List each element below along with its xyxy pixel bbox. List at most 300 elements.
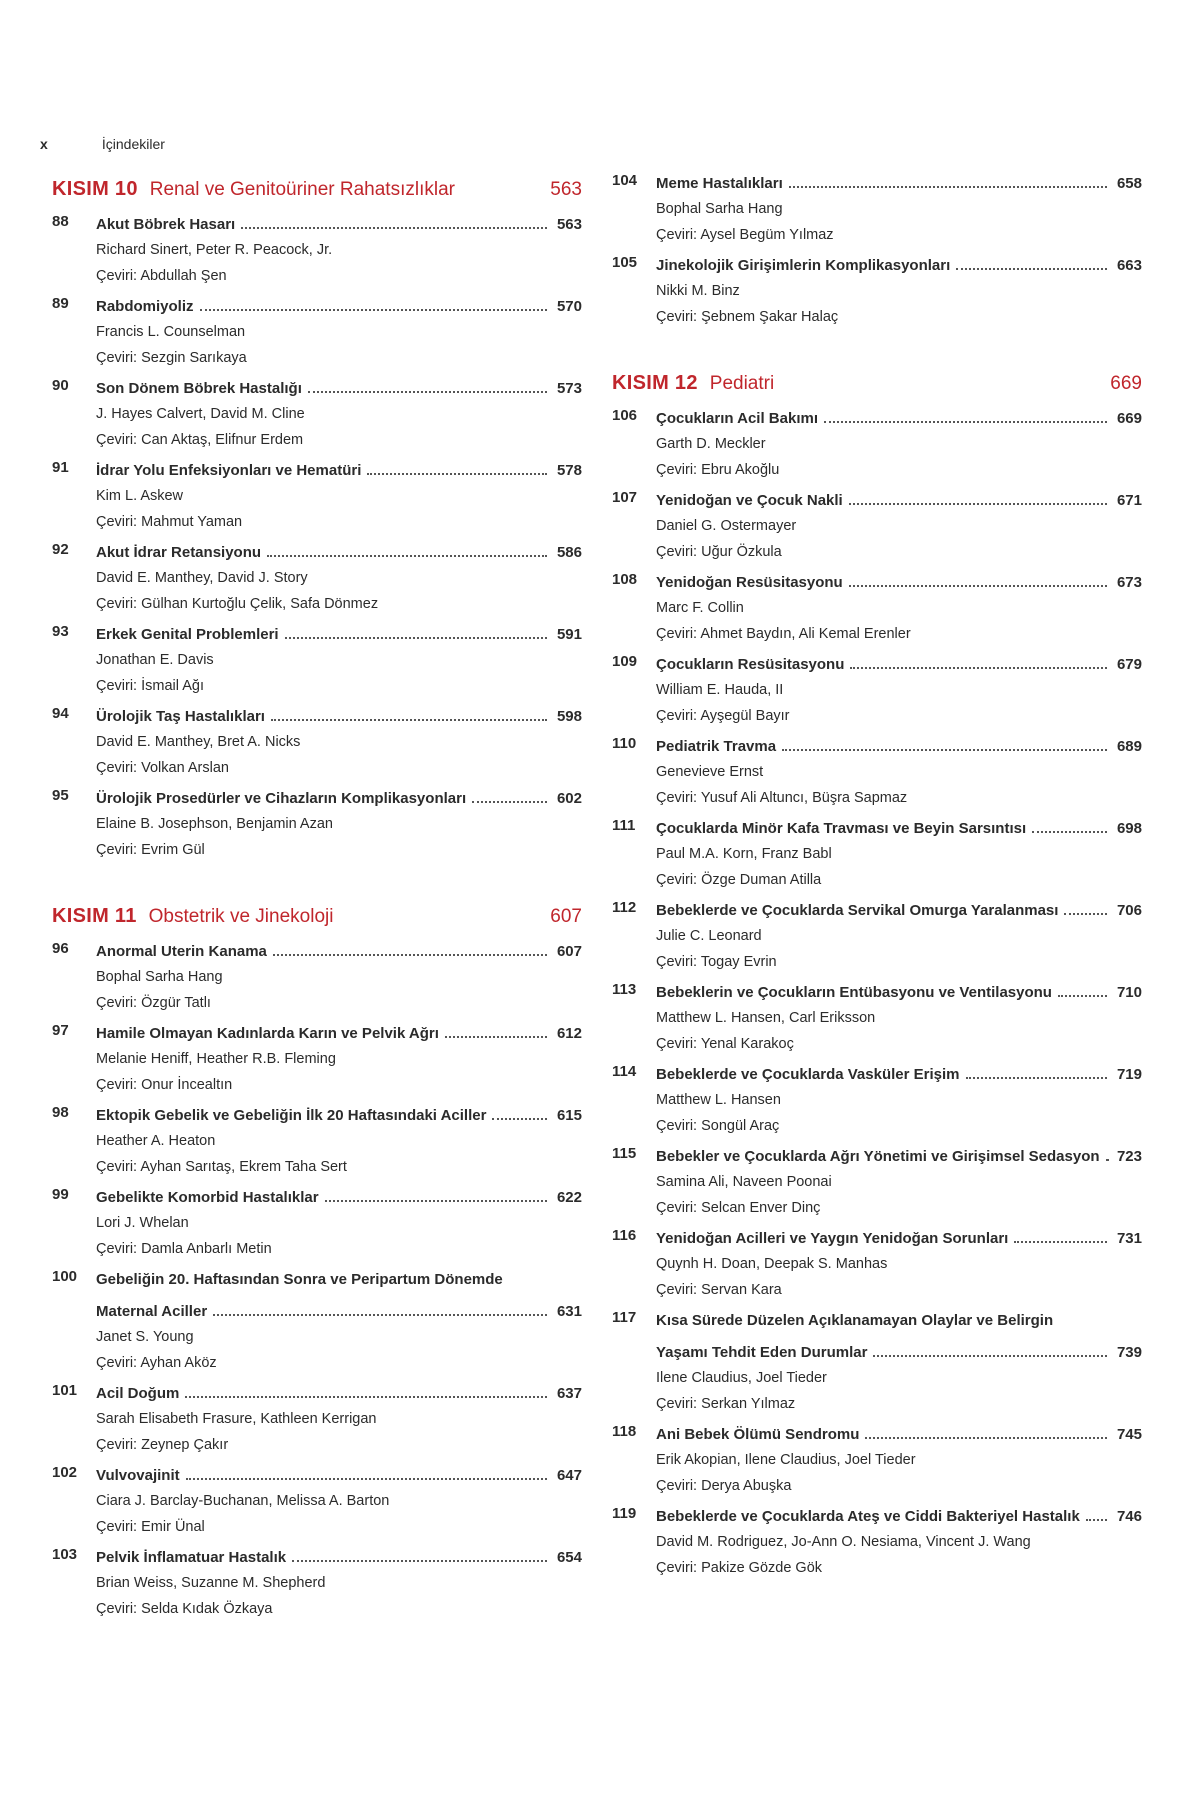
chapter-translator: Çeviri: Volkan Arslan bbox=[96, 760, 229, 776]
chapter-number: 97 bbox=[52, 1022, 69, 1039]
entry-body bbox=[656, 172, 1142, 248]
chapter-title[interactable]: Yenidoğan Acilleri ve Yaygın Yenidoğan Sorunları bbox=[656, 1230, 1009, 1247]
chapter-title-row bbox=[96, 1022, 582, 1046]
chapter-translator: Çeviri: Abdullah Şen bbox=[96, 268, 227, 284]
dot-leader bbox=[472, 801, 547, 803]
chapter-translator: Çeviri: Songül Araç bbox=[656, 1118, 780, 1134]
chapter-title-row bbox=[656, 653, 1142, 677]
chapter-title-row bbox=[656, 254, 1142, 278]
chapter-title[interactable]: İdrar Yolu Enfeksiyonları ve Hematüri bbox=[96, 462, 362, 479]
chapter-title-row bbox=[96, 1546, 582, 1570]
chapter-title[interactable]: Acil Doğum bbox=[96, 1385, 180, 1402]
entry-body bbox=[656, 571, 1142, 647]
dot-leader bbox=[966, 1077, 1107, 1079]
dot-leader bbox=[267, 555, 547, 557]
toc-entry[interactable] bbox=[612, 981, 1142, 1057]
chapter-title-row bbox=[96, 213, 582, 237]
chapter-title-row bbox=[656, 1063, 1142, 1087]
chapter-number: 107 bbox=[612, 489, 638, 506]
chapter-authors: Quynh H. Doan, Deepak S. Manhas bbox=[656, 1256, 888, 1272]
dot-leader bbox=[185, 1396, 547, 1398]
dot-leader bbox=[186, 1478, 547, 1480]
entry-body bbox=[96, 295, 582, 371]
chapter-number: 88 bbox=[52, 213, 69, 230]
chapter-title-row bbox=[656, 1423, 1142, 1447]
chapter-number: 96 bbox=[52, 940, 69, 957]
chapter-authors: J. Hayes Calvert, David M. Cline bbox=[96, 406, 305, 422]
chapter-page: 706 bbox=[1116, 902, 1142, 919]
toc-entry[interactable] bbox=[52, 623, 582, 699]
chapter-number: 89 bbox=[52, 295, 69, 312]
chapter-translator: Çeviri: Aysel Begüm Yılmaz bbox=[656, 227, 834, 243]
chapter-number: 106 bbox=[612, 407, 638, 424]
chapter-page: 591 bbox=[556, 626, 582, 643]
entry-body bbox=[656, 899, 1142, 975]
dot-leader bbox=[273, 954, 547, 956]
chapter-title-row bbox=[656, 1341, 1142, 1365]
dot-leader bbox=[292, 1560, 547, 1562]
chapter-translator: Çeviri: Sezgin Sarıkaya bbox=[96, 350, 247, 366]
chapter-title[interactable]: Ani Bebek Ölümü Sendromu bbox=[656, 1426, 860, 1443]
chapter-title-row bbox=[96, 1186, 582, 1210]
entry-body bbox=[656, 254, 1142, 330]
section-heading[interactable] bbox=[52, 178, 582, 201]
chapter-authors: Ciara J. Barclay-Buchanan, Melissa A. Barton bbox=[96, 1493, 390, 1509]
chapter-title[interactable]: Hamile Olmayan Kadınlarda Karın ve Pelvik Ağrı bbox=[96, 1025, 439, 1042]
section-title: Obstetrik ve Jinekoloji bbox=[148, 906, 334, 927]
entry-body bbox=[96, 213, 582, 289]
toc-entry[interactable] bbox=[612, 407, 1142, 483]
chapter-page: 573 bbox=[556, 380, 582, 397]
chapter-number: 104 bbox=[612, 172, 638, 189]
section-title: Pediatri bbox=[709, 373, 775, 394]
chapter-number: 113 bbox=[612, 981, 637, 998]
chapter-number: 115 bbox=[612, 1145, 637, 1162]
chapter-page: 663 bbox=[1116, 257, 1142, 274]
chapter-number: 119 bbox=[612, 1505, 637, 1522]
chapter-translator: Çeviri: Ayşegül Bayır bbox=[656, 708, 790, 724]
chapter-page: 570 bbox=[556, 298, 582, 315]
chapter-page: 622 bbox=[556, 1189, 582, 1206]
dot-leader bbox=[1106, 1159, 1107, 1161]
dot-leader bbox=[492, 1118, 547, 1120]
chapter-title[interactable]: Pediatrik Travma bbox=[656, 738, 777, 755]
chapter-number: 108 bbox=[612, 571, 638, 588]
chapter-title[interactable]: Maternal Aciller bbox=[96, 1303, 208, 1320]
chapter-title-row bbox=[656, 1227, 1142, 1251]
chapter-translator: Çeviri: Ayhan Aköz bbox=[96, 1355, 217, 1371]
chapter-page: 719 bbox=[1116, 1066, 1142, 1083]
entry-body bbox=[96, 377, 582, 453]
chapter-title[interactable]: Bebekler ve Çocuklarda Ağrı Yönetimi ve Girişimsel Sedasyon bbox=[656, 1148, 1100, 1165]
chapter-translator: Çeviri: Selda Kıdak Özkaya bbox=[96, 1601, 273, 1617]
dot-leader bbox=[285, 637, 547, 639]
entry-body bbox=[96, 1104, 582, 1180]
dot-leader bbox=[1032, 831, 1107, 833]
chapter-page: 745 bbox=[1116, 1426, 1142, 1443]
chapter-title-row bbox=[656, 172, 1142, 196]
chapter-authors: Heather A. Heaton bbox=[96, 1133, 216, 1149]
chapter-translator: Çeviri: Yenal Karakoç bbox=[656, 1036, 794, 1052]
chapter-translator: Çeviri: Derya Abuşka bbox=[656, 1478, 792, 1494]
chapter-title[interactable]: Pelvik İnflamatuar Hastalık bbox=[96, 1549, 287, 1566]
chapter-title-row bbox=[96, 623, 582, 647]
dot-leader bbox=[213, 1314, 547, 1316]
toc-entry[interactable] bbox=[52, 1382, 582, 1458]
chapter-title-row bbox=[96, 1382, 582, 1406]
chapter-number: 116 bbox=[612, 1227, 637, 1244]
section-page: 607 bbox=[550, 906, 582, 927]
chapter-title-row bbox=[96, 1104, 582, 1128]
chapter-title[interactable]: Son Dönem Böbrek Hastalığı bbox=[96, 380, 302, 397]
chapter-translator: Çeviri: Ayhan Sarıtaş, Ekrem Taha Sert bbox=[96, 1159, 347, 1175]
chapter-title[interactable]: Yenidoğan ve Çocuk Nakli bbox=[656, 492, 843, 509]
chapter-page: 598 bbox=[556, 708, 582, 725]
chapter-title-row bbox=[96, 541, 582, 565]
section-heading[interactable] bbox=[612, 372, 1142, 395]
toc-entry[interactable] bbox=[52, 1464, 582, 1540]
chapter-number: 102 bbox=[52, 1464, 78, 1481]
chapter-translator: Çeviri: Özge Duman Atilla bbox=[656, 872, 822, 888]
entry-body bbox=[656, 1145, 1142, 1221]
chapter-authors: Ilene Claudius, Joel Tieder bbox=[656, 1370, 827, 1386]
chapter-translator: Çeviri: Evrim Gül bbox=[96, 842, 205, 858]
chapter-authors: Sarah Elisabeth Frasure, Kathleen Kerrigan bbox=[96, 1411, 377, 1427]
chapter-page: 689 bbox=[1116, 738, 1142, 755]
chapter-page: 602 bbox=[556, 790, 582, 807]
toc-entry[interactable] bbox=[52, 377, 582, 453]
chapter-page: 631 bbox=[556, 1303, 582, 1320]
chapter-page: 612 bbox=[556, 1025, 582, 1042]
chapter-authors: Marc F. Collin bbox=[656, 600, 744, 616]
dot-leader bbox=[789, 186, 1107, 188]
running-title: İçindekiler bbox=[101, 136, 165, 152]
chapter-authors: Kim L. Askew bbox=[96, 488, 184, 504]
chapter-authors: William E. Hauda, II bbox=[656, 682, 784, 698]
chapter-translator: Çeviri: Onur İncealtın bbox=[96, 1077, 233, 1093]
chapter-title-row bbox=[656, 817, 1142, 841]
chapter-page: 739 bbox=[1116, 1344, 1142, 1361]
section-label: KISIM 11 bbox=[52, 905, 137, 927]
chapter-title-row bbox=[656, 407, 1142, 431]
toc-entry[interactable] bbox=[612, 1309, 1142, 1417]
entry-body bbox=[96, 1268, 582, 1376]
chapter-title-row bbox=[656, 489, 1142, 513]
toc-entry[interactable] bbox=[612, 1063, 1142, 1139]
toc-entry[interactable] bbox=[612, 817, 1142, 893]
chapter-number: 100 bbox=[52, 1268, 78, 1285]
dot-leader bbox=[1014, 1241, 1107, 1243]
chapter-page: 671 bbox=[1116, 492, 1142, 509]
chapter-authors: Garth D. Meckler bbox=[656, 436, 766, 452]
chapter-title[interactable]: Çocukların Resüsitasyonu bbox=[656, 656, 845, 673]
chapter-authors: Bophal Sarha Hang bbox=[656, 201, 783, 217]
section-spacer bbox=[612, 336, 1142, 366]
toc-entry[interactable] bbox=[52, 1546, 582, 1622]
dot-leader bbox=[1064, 913, 1107, 915]
chapter-title-row bbox=[96, 295, 582, 319]
chapter-page: 654 bbox=[556, 1549, 582, 1566]
chapter-page: 673 bbox=[1116, 574, 1142, 591]
chapter-authors: Matthew L. Hansen bbox=[656, 1092, 781, 1108]
chapter-title-row bbox=[656, 1505, 1142, 1529]
chapter-authors: David E. Manthey, Bret A. Nicks bbox=[96, 734, 301, 750]
chapter-number: 111 bbox=[612, 817, 636, 834]
entry-body bbox=[96, 1546, 582, 1622]
dot-leader bbox=[308, 391, 547, 393]
chapter-page: 586 bbox=[556, 544, 582, 561]
chapter-number: 105 bbox=[612, 254, 638, 271]
section-heading[interactable] bbox=[52, 905, 582, 928]
dot-leader bbox=[850, 667, 1107, 669]
chapter-title[interactable]: Bebeklerde ve Çocuklarda Servikal Omurga Yaralanması bbox=[656, 902, 1059, 919]
chapter-page: 669 bbox=[1116, 410, 1142, 427]
dot-leader bbox=[865, 1437, 1107, 1439]
entry-body bbox=[656, 653, 1142, 729]
chapter-title[interactable]: Ektopik Gebelik ve Gebeliğin İlk 20 Haftasındaki Aciller bbox=[96, 1107, 487, 1124]
entry-body bbox=[656, 489, 1142, 565]
chapter-authors: Brian Weiss, Suzanne M. Shepherd bbox=[96, 1575, 326, 1591]
chapter-authors: Julie C. Leonard bbox=[656, 928, 762, 944]
chapter-translator: Çeviri: İsmail Ağı bbox=[96, 678, 204, 694]
chapter-page: 563 bbox=[556, 216, 582, 233]
entry-body bbox=[656, 1423, 1142, 1499]
dot-leader bbox=[956, 268, 1107, 270]
chapter-page: 723 bbox=[1116, 1148, 1142, 1165]
chapter-title[interactable]: Erkek Genital Problemleri bbox=[96, 626, 279, 643]
entry-body bbox=[656, 1309, 1142, 1417]
toc-entry[interactable] bbox=[52, 541, 582, 617]
toc-entry[interactable] bbox=[612, 172, 1142, 248]
dot-leader bbox=[849, 503, 1107, 505]
chapter-page: 658 bbox=[1116, 175, 1142, 192]
chapter-title[interactable]: Ürolojik Prosedürler ve Cihazların Komplikasyonları bbox=[96, 790, 467, 807]
entry-body bbox=[96, 940, 582, 1016]
chapter-page: 607 bbox=[556, 943, 582, 960]
chapter-title-row bbox=[656, 981, 1142, 1005]
toc-entry[interactable] bbox=[612, 735, 1142, 811]
entry-body bbox=[96, 1022, 582, 1098]
section-label: KISIM 10 bbox=[52, 178, 138, 200]
toc-entry[interactable] bbox=[612, 571, 1142, 647]
entry-body bbox=[656, 1227, 1142, 1303]
dot-leader bbox=[241, 227, 547, 229]
section-spacer bbox=[52, 869, 582, 899]
section-page: 563 bbox=[550, 179, 582, 200]
toc-entry[interactable] bbox=[612, 1227, 1142, 1303]
chapter-title-row bbox=[96, 705, 582, 729]
chapter-page: 578 bbox=[556, 462, 582, 479]
chapter-authors: Paul M.A. Korn, Franz Babl bbox=[656, 846, 832, 862]
chapter-title[interactable]: Anormal Uterin Kanama bbox=[96, 943, 267, 960]
chapter-number: 94 bbox=[52, 705, 69, 722]
toc-entry[interactable] bbox=[52, 1268, 582, 1376]
toc-entry[interactable] bbox=[52, 459, 582, 535]
toc-entry[interactable] bbox=[52, 787, 582, 863]
chapter-title[interactable]: Akut İdrar Retansiyonu bbox=[96, 544, 262, 561]
entry-body bbox=[656, 1505, 1142, 1581]
chapter-translator: Çeviri: Damla Anbarlı Metin bbox=[96, 1241, 272, 1257]
chapter-title[interactable]: Rabdomiyoliz bbox=[96, 298, 194, 315]
toc-entry[interactable] bbox=[52, 295, 582, 371]
chapter-translator: Çeviri: Servan Kara bbox=[656, 1282, 782, 1298]
section-label: KISIM 12 bbox=[612, 372, 698, 394]
chapter-title[interactable]: Gebelikte Komorbid Hastalıklar bbox=[96, 1189, 319, 1206]
chapter-title-row bbox=[96, 1464, 582, 1488]
toc-entry[interactable] bbox=[612, 489, 1142, 565]
chapter-title[interactable]: Meme Hastalıkları bbox=[656, 175, 783, 192]
page-header bbox=[40, 136, 165, 152]
chapter-title[interactable]: Ürolojik Taş Hastalıkları bbox=[96, 708, 265, 725]
entry-body bbox=[96, 541, 582, 617]
chapter-title[interactable]: Jinekolojik Girişimlerin Komplikasyonları bbox=[656, 257, 951, 274]
toc-column-right bbox=[612, 172, 1142, 1587]
toc-entry[interactable] bbox=[52, 705, 582, 781]
entry-body bbox=[656, 817, 1142, 893]
chapter-number: 99 bbox=[52, 1186, 69, 1203]
toc-entry[interactable] bbox=[612, 1145, 1142, 1221]
chapter-number: 93 bbox=[52, 623, 69, 640]
chapter-authors: Genevieve Ernst bbox=[656, 764, 764, 780]
chapter-number: 114 bbox=[612, 1063, 637, 1080]
chapter-title[interactable]: Bebeklerde ve Çocuklarda Ateş ve Ciddi Bakteriyel Hastalık bbox=[656, 1508, 1080, 1525]
chapter-page: 731 bbox=[1116, 1230, 1142, 1247]
dot-leader bbox=[1086, 1519, 1107, 1521]
chapter-title-row bbox=[96, 377, 582, 401]
toc-column-left bbox=[52, 172, 582, 1628]
dot-leader bbox=[325, 1200, 547, 1202]
chapter-title[interactable]: Yenidoğan Resüsitasyonu bbox=[656, 574, 843, 591]
toc-entry[interactable] bbox=[612, 1505, 1142, 1581]
chapter-translator: Çeviri: Mahmut Yaman bbox=[96, 514, 243, 530]
toc-entry[interactable] bbox=[52, 940, 582, 1016]
chapter-authors: Daniel G. Ostermayer bbox=[656, 518, 797, 534]
entry-body bbox=[96, 1186, 582, 1262]
chapter-page: 637 bbox=[556, 1385, 582, 1402]
chapter-translator: Çeviri: Özgür Tatlı bbox=[96, 995, 211, 1011]
chapter-translator: Çeviri: Zeynep Çakır bbox=[96, 1437, 229, 1453]
chapter-authors: Melanie Heniff, Heather R.B. Fleming bbox=[96, 1051, 336, 1067]
chapter-title[interactable]: Bebeklerde ve Çocuklarda Vasküler Erişim bbox=[656, 1066, 960, 1083]
chapter-number: 118 bbox=[612, 1423, 637, 1440]
chapter-number: 112 bbox=[612, 899, 637, 916]
chapter-translator: Çeviri: Can Aktaş, Elifnur Erdem bbox=[96, 432, 304, 448]
dot-leader bbox=[271, 719, 547, 721]
chapter-authors: David E. Manthey, David J. Story bbox=[96, 570, 308, 586]
chapter-translator: Çeviri: Gülhan Kurtoğlu Çelik, Safa Dönmez bbox=[96, 596, 379, 612]
chapter-number: 95 bbox=[52, 787, 69, 804]
chapter-authors: Erik Akopian, Ilene Claudius, Joel Tieder bbox=[656, 1452, 916, 1468]
chapter-authors: Richard Sinert, Peter R. Peacock, Jr. bbox=[96, 242, 333, 258]
entry-body bbox=[96, 705, 582, 781]
chapter-title-row bbox=[656, 735, 1142, 759]
section-title: Renal ve Genitoüriner Rahatsızlıklar bbox=[149, 179, 455, 200]
entry-body bbox=[656, 981, 1142, 1057]
chapter-translator: Çeviri: Yusuf Ali Altuncı, Büşra Sapmaz bbox=[656, 790, 908, 806]
chapter-translator: Çeviri: Ahmet Baydın, Ali Kemal Erenler bbox=[656, 626, 911, 642]
dot-leader bbox=[200, 309, 547, 311]
dot-leader bbox=[1058, 995, 1107, 997]
chapter-title[interactable]: Çocukların Acil Bakımı bbox=[656, 410, 818, 427]
entry-body bbox=[96, 787, 582, 863]
toc-entry[interactable] bbox=[612, 254, 1142, 330]
chapter-translator: Çeviri: Serkan Yılmaz bbox=[656, 1396, 796, 1412]
chapter-title-row bbox=[656, 571, 1142, 595]
chapter-translator: Çeviri: Pakize Gözde Gök bbox=[656, 1560, 823, 1576]
chapter-title-row bbox=[96, 459, 582, 483]
chapter-number: 98 bbox=[52, 1104, 69, 1121]
chapter-authors: Samina Ali, Naveen Poonai bbox=[656, 1174, 832, 1190]
chapter-number: 117 bbox=[612, 1309, 637, 1326]
entry-body bbox=[96, 1382, 582, 1458]
chapter-title[interactable]: Çocuklarda Minör Kafa Travması ve Beyin Sarsıntısı bbox=[656, 820, 1027, 837]
chapter-authors: Nikki M. Binz bbox=[656, 283, 740, 299]
chapter-title-row bbox=[96, 787, 582, 811]
dot-leader bbox=[873, 1355, 1107, 1357]
chapter-authors: Francis L. Counselman bbox=[96, 324, 246, 340]
chapter-number: 110 bbox=[612, 735, 637, 752]
chapter-page: 647 bbox=[556, 1467, 582, 1484]
chapter-number: 101 bbox=[52, 1382, 78, 1399]
chapter-title[interactable]: Vulvovajinit bbox=[96, 1467, 180, 1484]
entry-body bbox=[656, 735, 1142, 811]
chapter-title-row bbox=[656, 899, 1142, 923]
chapter-authors: Bophal Sarha Hang bbox=[96, 969, 223, 985]
chapter-title[interactable]: Yaşamı Tehdit Eden Durumlar bbox=[656, 1344, 868, 1361]
chapter-number: 109 bbox=[612, 653, 638, 670]
toc-entry[interactable] bbox=[612, 1423, 1142, 1499]
dot-leader bbox=[824, 421, 1107, 423]
entry-body bbox=[96, 1464, 582, 1540]
chapter-title-row bbox=[96, 940, 582, 964]
chapter-number: 92 bbox=[52, 541, 69, 558]
chapter-title-row bbox=[96, 1300, 582, 1324]
chapter-title[interactable]: Akut Böbrek Hasarı bbox=[96, 216, 236, 233]
toc-entry[interactable] bbox=[612, 899, 1142, 975]
toc-entry[interactable] bbox=[52, 1186, 582, 1262]
chapter-page: 710 bbox=[1116, 984, 1142, 1001]
chapter-title-line: Gebeliğin 20. Haftasından Sonra ve Peripartum Dönemde bbox=[96, 1271, 503, 1288]
chapter-page: 679 bbox=[1116, 656, 1142, 673]
chapter-title[interactable]: Bebeklerin ve Çocukların Entübasyonu ve Ventilasyonu bbox=[656, 984, 1052, 1001]
toc-entry[interactable] bbox=[52, 213, 582, 289]
toc-entry[interactable] bbox=[52, 1022, 582, 1098]
chapter-translator: Çeviri: Şebnem Şakar Halaç bbox=[656, 309, 839, 325]
toc-entry[interactable] bbox=[612, 653, 1142, 729]
chapter-translator: Çeviri: Ebru Akoğlu bbox=[656, 462, 780, 478]
chapter-number: 91 bbox=[52, 459, 69, 476]
chapter-authors: Elaine B. Josephson, Benjamin Azan bbox=[96, 816, 333, 832]
chapter-page: 698 bbox=[1116, 820, 1142, 837]
dot-leader bbox=[367, 473, 547, 475]
chapter-translator: Çeviri: Togay Evrin bbox=[656, 954, 777, 970]
entry-body bbox=[96, 459, 582, 535]
entry-body bbox=[96, 623, 582, 699]
chapter-page: 615 bbox=[556, 1107, 582, 1124]
chapter-translator: Çeviri: Uğur Özkula bbox=[656, 544, 782, 560]
chapter-number: 90 bbox=[52, 377, 69, 394]
chapter-title-row bbox=[656, 1145, 1142, 1169]
chapter-authors: Lori J. Whelan bbox=[96, 1215, 189, 1231]
dot-leader bbox=[782, 749, 1107, 751]
chapter-number: 103 bbox=[52, 1546, 78, 1563]
chapter-translator: Çeviri: Selcan Enver Dinç bbox=[656, 1200, 821, 1216]
chapter-title-line: Kısa Sürede Düzelen Açıklanamayan Olaylar ve Belirgin bbox=[656, 1312, 1054, 1329]
toc-entry[interactable] bbox=[52, 1104, 582, 1180]
chapter-authors: Jonathan E. Davis bbox=[96, 652, 214, 668]
entry-body bbox=[656, 407, 1142, 483]
page-number: x bbox=[40, 136, 48, 152]
